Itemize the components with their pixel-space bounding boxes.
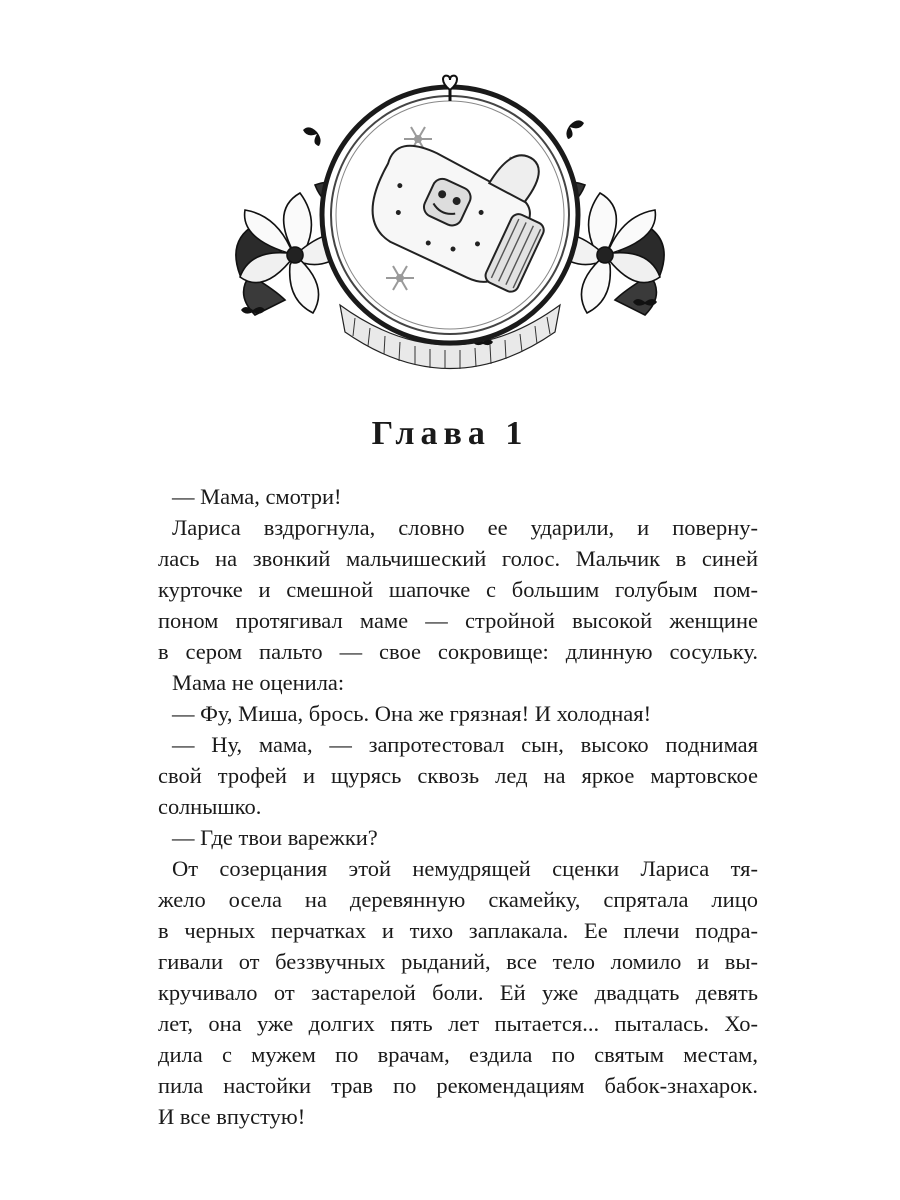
text-line: дила с мужем по врачам, ездила по святым местам, [158, 1042, 758, 1067]
text-line: кручивало от застарелой боли. Ей уже двадцать девять [158, 980, 758, 1005]
text-line: лет, она уже долгих пять лет пытается... пыталась. Хо- [158, 1011, 758, 1036]
text-line: — Ну, мама, — запротестовал сын, высоко поднимая [172, 732, 758, 757]
text-line: поном протягивал маме — стройной высокой женщине [158, 608, 758, 633]
text-line: курточке и смешной шапочке с большим голубым пом- [158, 577, 758, 602]
text-line: в сером пальто — свое сокровище: длинную сосульку. [158, 639, 758, 664]
text-line: свой трофей и щурясь сквозь лед на яркое мартовское [158, 763, 758, 788]
text-line: лась на звонкий мальчишеский голос. Мальчик в синей [158, 546, 758, 571]
text-line: в черных перчатках и тихо заплакала. Ее плечи подра- [158, 918, 758, 943]
text-line: гивали от беззвучных рыданий, все тело ломило и вы- [158, 949, 758, 974]
text-line: — Фу, Миша, брось. Она же грязная! И холодная! [172, 701, 652, 726]
text-line: — Где твои варежки? [172, 825, 378, 850]
text-line: — Мама, смотри! [172, 484, 342, 509]
text-line: От созерцания этой немудрящей сценки Лариса тя- [172, 856, 758, 881]
text-line: Лариса вздрогнула, словно ее ударили, и поверну- [172, 515, 758, 540]
text-line: И все впустую! [158, 1104, 306, 1129]
chapter-body-text [158, 481, 758, 1132]
text-line: пила настойки трав по рекомендациям бабок-знахарок. [158, 1073, 758, 1098]
chapter-ornament [225, 70, 675, 390]
text-line: солнышко. [158, 794, 262, 819]
chapter-title: Глава 1 [371, 415, 529, 452]
text-line: Мама не оценила: [172, 670, 345, 695]
text-line: жело осела на деревянную скамейку, спрятала лицо [158, 887, 758, 912]
